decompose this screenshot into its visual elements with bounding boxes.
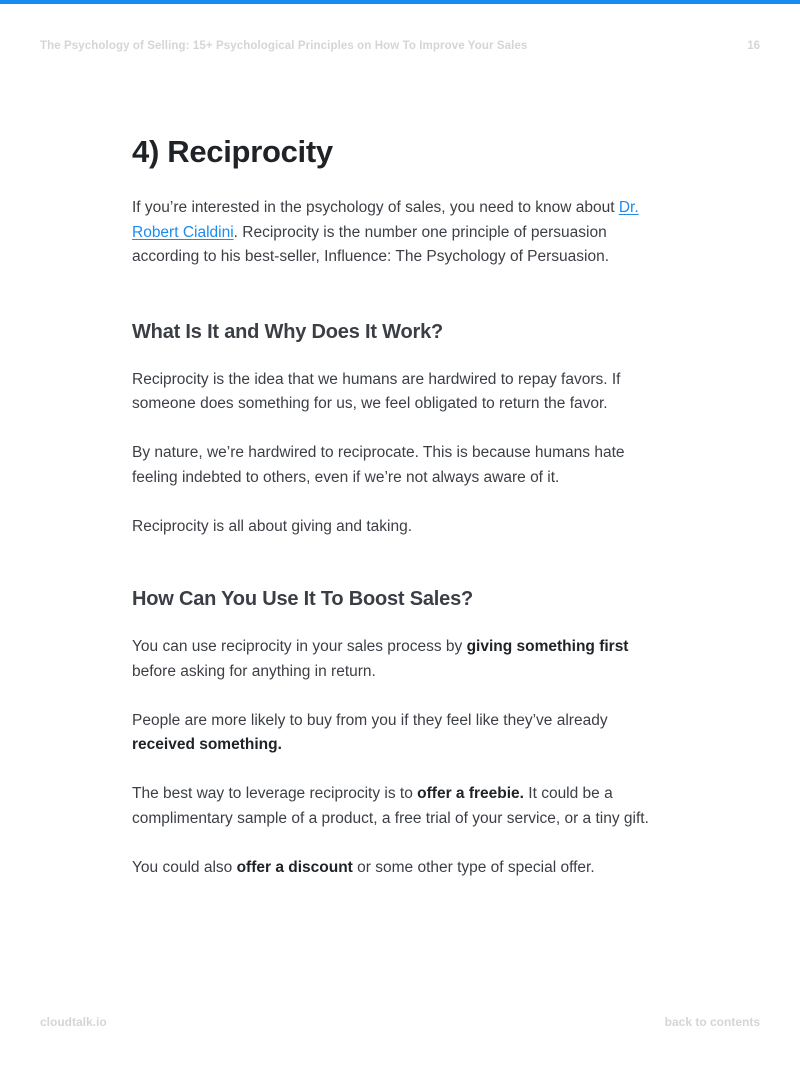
cialdini-link[interactable]: Dr. Robert Cialdini [132, 199, 639, 241]
how-p4-after: or some other type of special offer. [352, 858, 595, 876]
what-paragraph-3: Reciprocity is all about giving and taking. [132, 517, 413, 535]
section-title: 4) Reciprocity [132, 134, 333, 169]
intro-text-after: . Reciprocity is the number one principle of persuasion according to his best-seller, Influence: The Psychology of Persuasion. [132, 223, 610, 265]
what-is-it-heading: What Is It and Why Does It Work? [132, 320, 444, 343]
back-to-contents-link[interactable]: back to contents [664, 1015, 760, 1029]
what-paragraph-1: Reciprocity is the idea that we humans are hardwired to repay favors. If someone does something for us, we feel obligated to return the favor. [132, 370, 621, 412]
running-header-title: The Psychology of Selling: 15+ Psychological Principles on How To Improve Your Sales [40, 40, 528, 52]
top-accent-bar [0, 0, 800, 4]
how-paragraph-3 [132, 782, 672, 831]
how-p1-after: before asking for anything in return. [132, 662, 376, 680]
how-paragraph-2 [132, 709, 672, 758]
how-p1-bold: giving something first [466, 638, 629, 655]
how-p1-before: You can use reciprocity in your sales process by [132, 638, 467, 655]
intro-paragraph [132, 196, 672, 270]
how-p2-bold: received something. [132, 736, 282, 753]
how-p4-bold: offer a discount [236, 858, 353, 876]
how-p3-bold: offer a freebie. [417, 785, 524, 802]
intro-text-before: If you’re interested in the psychology of sales, you need to know about [132, 199, 619, 216]
page-number: 16 [747, 40, 760, 52]
how-p3-before: The best way to leverage reciprocity is to [132, 785, 418, 802]
how-p3-after: It could be a complimentary sample of a product, a free trial of your service, or a tiny gift. [132, 785, 649, 827]
what-paragraph-2: By nature, we’re hardwired to reciprocate. This is because humans hate feeling indebted to others, even if we’re not always aware of it. [132, 444, 625, 486]
how-to-use-heading: How Can You Use It To Boost Sales? [132, 588, 474, 610]
how-paragraph-1 [132, 635, 672, 684]
how-p2-before: People are more likely to buy from you if they feel like they’ve already [132, 711, 608, 729]
how-p4-before: You could also [132, 858, 237, 876]
main-content [132, 130, 672, 880]
footer-brand: cloudtalk.io [40, 1015, 107, 1029]
how-paragraph-4 [132, 856, 672, 881]
